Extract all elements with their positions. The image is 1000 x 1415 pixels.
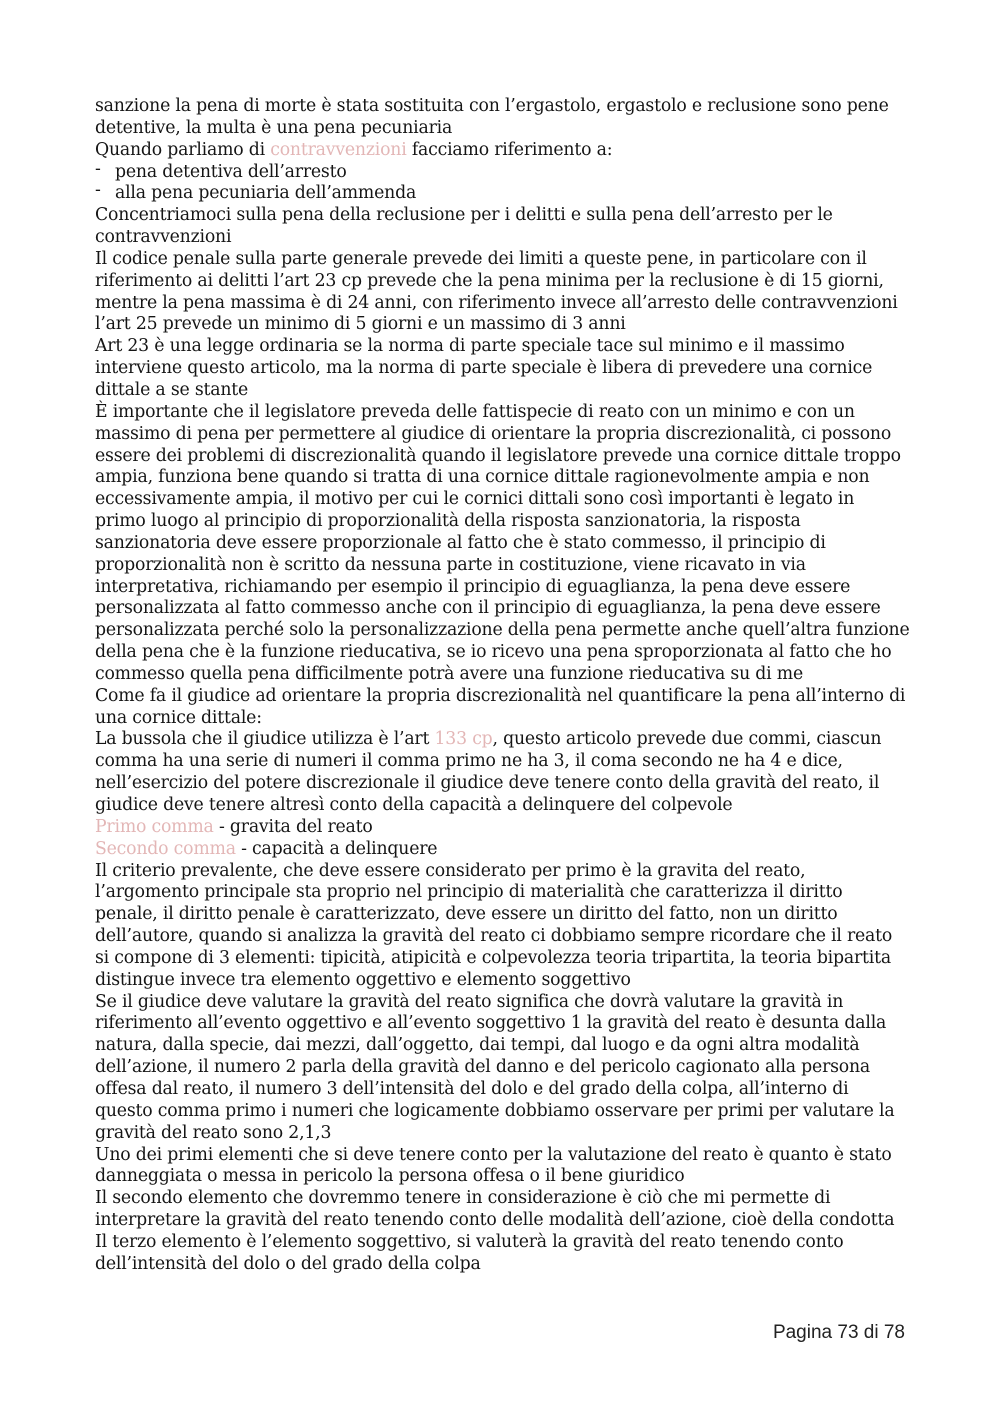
text-run: - gravita del reato	[213, 816, 373, 837]
dash-bullet-icon: -	[95, 180, 101, 201]
list-item	[95, 180, 910, 205]
paragraph	[95, 839, 910, 861]
list-item-text: pena detentiva dell’arresto	[115, 161, 347, 182]
text-run: - capacità a delinquere	[235, 838, 438, 859]
paragraph	[95, 140, 910, 162]
paragraph: Il secondo elemento che dovremmo tenere in considerazione è ciò che mi permette di interpretare la gravità del reato tenendo conto delle modalità dell’azione, cioè della condotta	[95, 1188, 895, 1231]
dash-bullet-icon: -	[95, 158, 101, 179]
paragraph: Art 23 è una legge ordinaria se la norma di parte speciale tace sul minimo e il massimo interviene questo articolo, ma la norma di parte speciale è libera di prevedere una cornice dittale a se stante	[95, 336, 873, 400]
paragraph: È importante che il legislatore preveda delle fattispecie di reato con un minimo e con un massimo di pena per permettere al giudice di orientare la propria discrezionalità, ci possono essere dei problemi di discrezionalità quando il legislatore prevede una cornice dittale troppo ampia, funziona bene quando si tratta di una cornice dittale ragionevolmente ampia e non eccessivamente ampia, il motivo per cui le cornici dittali sono così importanti è legato in primo luogo al principio di proporzionalità della risposta sanzionatoria, la risposta sanzionatoria deve essere proporzionale al fatto che è stato commesso, il principio di proporzionalità non è scritto da nessuna parte in costituzione, viene ricavato in via interpretativa, richiamando per esempio il principio di eguaglianza, la pena deve essere personalizzata al fatto commesso anche con il principio di eguaglianza, la pena deve essere personalizzata perché solo la personalizzazione della pena permette anche quell’altra funzione della pena che è la funzione rieducativa, se io ricevo una pena sproporzionata al fatto che ho commesso quella pena difficilmente potrà avere una funzione rieducativa su di me	[95, 401, 910, 684]
paragraph: Il criterio prevalente, che deve essere considerato per primo è la gravita del reato, l’argomento principale sta proprio nel principio di materialità che caratterizza il diritto penale, il diritto penale è caratterizzato, deve essere un diritto del fatto, non un diritto dell’autore, quando si analizza la gravità del reato ci dobbiamo sempre ricordare che il reato si compone di 3 elementi: tipicità, atipicità e colpevolezza teoria tripartita, la teoria bipartita distingue invece tra elemento oggettivo e elemento soggettivo	[95, 860, 893, 990]
document-body	[95, 96, 910, 1276]
text-run: , questo articolo prevede due commi, ciascun comma ha una serie di numeri il comma primo ne ha 3, il coma secondo ne ha 4 e dice, nell’esercizio del potere discrezionale il giudice deve tenere conto della gravità del reato, il giudice deve tenere altresì conto della capacità a delinquere del colpevole	[95, 729, 882, 815]
list-item-text: alla pena pecuniaria dell’ammenda	[115, 183, 417, 204]
text-run: facciamo riferimento a:	[406, 139, 613, 160]
highlighted-term: Secondo comma	[95, 838, 236, 859]
paragraph: Il terzo elemento è l’elemento soggettivo, si valuterà la gravità del reato tenendo conto dell’intensità del dolo o del grado della colpa	[95, 1231, 844, 1274]
highlighted-term: 133 cp	[434, 729, 493, 750]
highlighted-term: contravvenzioni	[270, 139, 407, 160]
paragraph: sanzione la pena di morte è stata sostituita con l’ergastolo, ergastolo e reclusione sono pene detentive, la multa è una pena pecuniaria	[95, 96, 889, 138]
paragraph: Come fa il giudice ad orientare la propria discrezionalità nel quantificare la pena all’interno di una cornice dittale:	[95, 685, 906, 728]
paragraph: Se il giudice deve valutare la gravità del reato significa che dovrà valutare la gravità in riferimento all’evento oggettivo e all’evento soggettivo 1 la gravità del reato è desunta dalla natura, dalla specie, dai mezzi, dall’oggetto, dai tempi, dal luogo e da ogni altra modalità dell’azione, il numero 2 parla della gravità del danno e del pericolo cagionato alla persona offesa dal reato, il numero 3 dell’intensità del dolo e del grado della colpa, all’interno di questo comma primo i numeri che logicamente dobbiamo osservare per primi per valutare la gravità del reato sono 2,1,3	[95, 991, 895, 1143]
text-run: Quando parliamo di	[95, 139, 271, 160]
text-run: La bussola che il giudice utilizza è l’art	[95, 729, 435, 750]
highlighted-term: Primo comma	[95, 816, 214, 837]
paragraph: Concentriamoci sulla pena della reclusione per i delitti e sulla pena dell’arresto per le contravvenzioni	[95, 205, 833, 248]
paragraph: Uno dei primi elementi che si deve tenere conto per la valutazione del reato è quanto è stato danneggiata o messa in pericolo la persona offesa o il bene giuridico	[95, 1144, 892, 1187]
page-number: Pagina 73 di 78	[772, 1322, 905, 1343]
paragraph: Il codice penale sulla parte generale prevede dei limiti a queste pene, in particolare con il riferimento ai delitti l’art 23 cp prevede che la pena minima per la reclusione è di 15 giorni, mentre la pena massima è di 24 anni, con riferimento invece all’arresto delle contravvenzioni l’art 25 prevede un minimo di 5 giorni e un massimo di 3 anni	[95, 248, 898, 335]
list-item	[95, 158, 910, 184]
paragraph	[95, 817, 910, 839]
paragraph	[95, 729, 910, 816]
